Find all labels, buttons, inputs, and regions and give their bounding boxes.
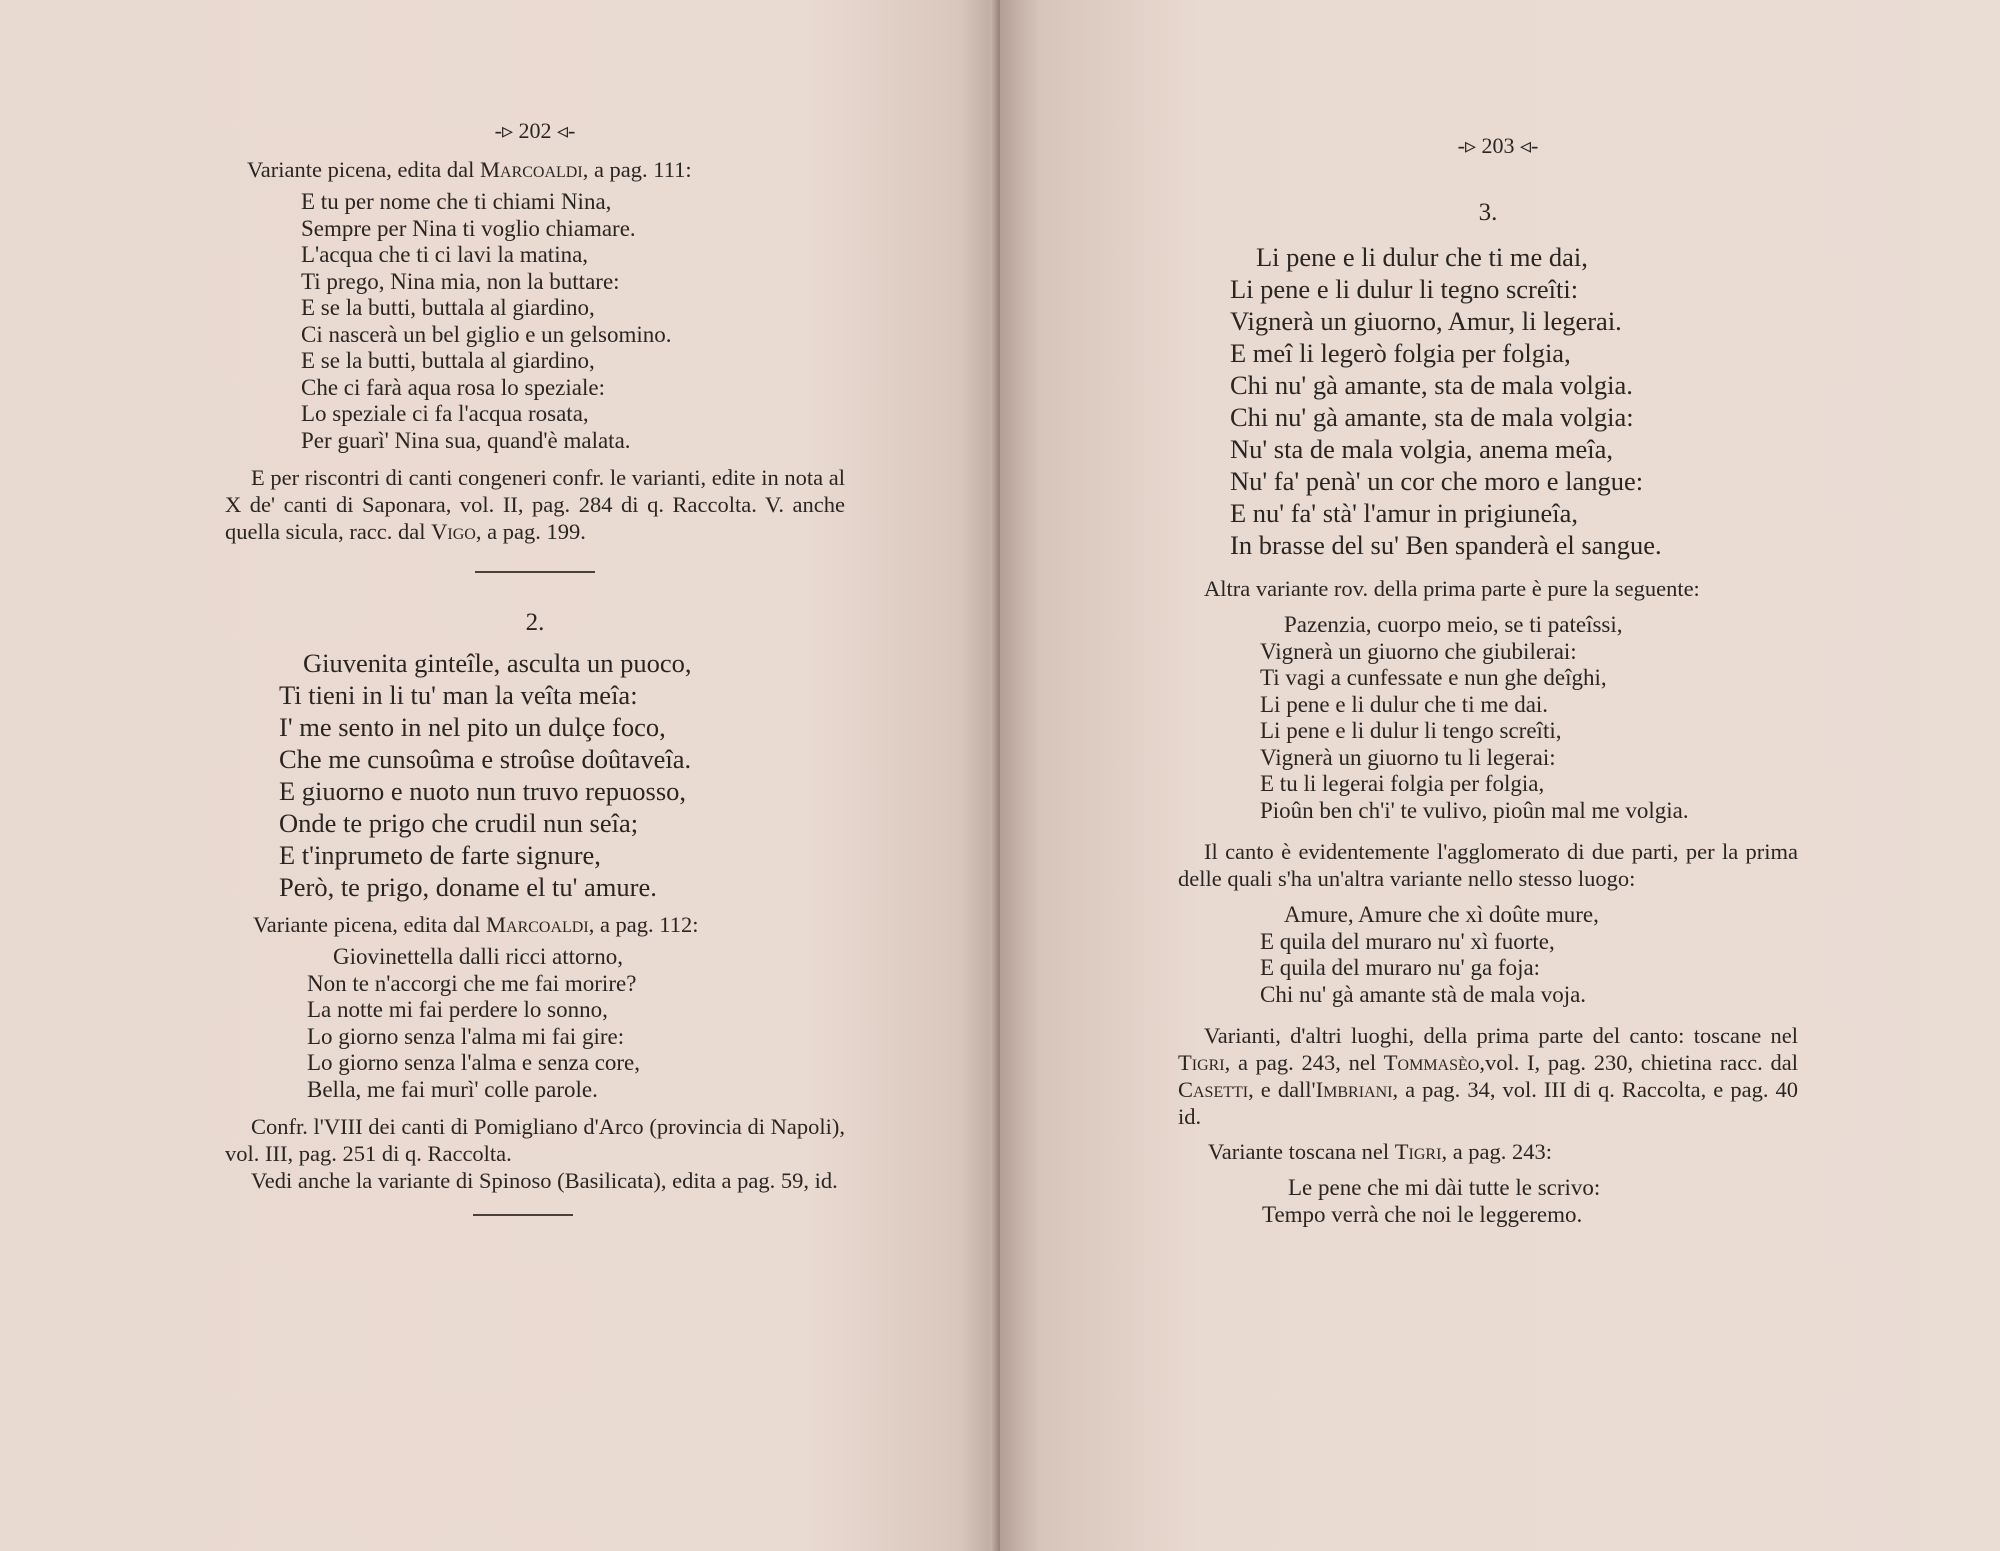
variant-intro: Variante toscana nel Tigri, a pag. 243: [1208, 1139, 1553, 1164]
note-paragraph: Vedi anche la variante di Spinoso (Basilicata), edita a pag. 59, id. [251, 1168, 838, 1193]
verse-line: E meî li legerò folgia per folgia, [1230, 338, 1571, 368]
page-number: -▹ 202 ◃- [494, 118, 576, 143]
verse-line: Ti prego, Nina mia, non la buttare: [301, 268, 620, 294]
variant-intro: Variante picena, edita dal Marcoaldi, a pag. 111: [247, 157, 692, 182]
verse-line: I' me sento in nel pito un dulçe foco, [279, 712, 666, 742]
verse-line: Bella, me fai murì' colle parole. [307, 1076, 598, 1102]
verse-line: E se la butti, buttala al giardino, [301, 295, 595, 320]
section-divider [473, 1214, 573, 1216]
verse-line: Giuvenita ginteîle, asculta un puoco, [303, 648, 692, 678]
verse-line: Giovinettella dalli ricci attorno, [333, 944, 623, 969]
poem-giuvenita [279, 647, 845, 903]
verse-line: Però, te prigo, doname el tu' amure. [279, 872, 657, 902]
section-number: 2. [525, 609, 545, 636]
verse-line: Le pene che mi dài tutte le scrivo: [1288, 1175, 1601, 1200]
verse-line: In brasse del su' Ben spanderà el sangue. [1230, 530, 1662, 560]
verse-line: Vignerà un giuorno, Amur, li legerai. [1230, 306, 1622, 336]
verse-line: E se la butti, buttala al giardino, [301, 348, 595, 373]
poem-pazenzia [1260, 612, 1798, 824]
poem-giovinettella [307, 944, 845, 1103]
verse-line: E nu' fa' stà' l'amur in prigiuneîa, [1230, 498, 1579, 528]
verse-line: Li pene e li dulur li tegno screîti: [1230, 274, 1579, 304]
verse-line: Nu' sta de mala volgia, anema meîa, [1230, 434, 1613, 464]
verse-line: Pioûn ben ch'i' te vulivo, pioûn mal me volgia. [1260, 797, 1689, 823]
verse-line: E quila del muraro nu' xì fuorte, [1260, 928, 1555, 954]
verse-line: Lo giorno senza l'alma e senza core, [307, 1050, 641, 1075]
poem-amure [1260, 902, 1798, 1008]
verse-line: Li pene e li dulur che ti me dai, [1256, 242, 1588, 272]
verse-line: Che ci farà aqua rosa lo speziale: [301, 374, 605, 400]
left-page-content [225, 118, 845, 1216]
verse-line: Lo speziale ci fa l'acqua rosata, [301, 401, 589, 426]
verse-line: Chi nu' gà amante, sta de mala volgia: [1230, 402, 1634, 432]
page-number: -▹ 203 ◃- [1457, 133, 1539, 158]
verse-line: Vignerà un giuorno tu li legerai: [1260, 744, 1556, 770]
variant-intro: Variante picena, edita dal Marcoaldi, a pag. 112: [253, 912, 699, 937]
verse-line: Sempre per Nina ti voglio chiamare. [301, 215, 636, 241]
verse-line: Li pene e li dulur li tengo screîti, [1260, 718, 1562, 743]
note-paragraph: Confr. l'VIII dei canti di Pomigliano d'Arco (provincia di Napoli), vol. III, pag. 251 di q. Raccolta. [225, 1114, 845, 1166]
note-paragraph: E per riscontri di canti congeneri confr. le varianti, edite in nota al X de' canti di Saponara, vol. II, pag. 284 di q. Raccolta. V. anche quella sicula, racc. dal Vigo, a pag. 199. [225, 465, 845, 544]
verse-line: L'acqua che ti ci lavi la matina, [301, 242, 589, 267]
note-paragraph: Il canto è evidentemente l'agglomerato di due parti, per la prima delle quali s'ha un'altra variante nello stesso luogo: [1178, 839, 1798, 891]
note-paragraph: Varianti, d'altri luoghi, della prima parte del canto: toscane nel Tigri, a pag. 243, nel Tommasèo,vol. I, pag. 230, chietina racc. dal Casetti, e dall'Imbriani, a pag. 34, vol. III di q. Raccolta, e pag. 40 id. [1178, 1023, 1799, 1129]
verse-line: Tempo verrà che noi le leggeremo. [1262, 1201, 1583, 1227]
verse-line: E giuorno e nuoto nun truvo repuosso, [279, 776, 687, 806]
verse-line: E tu per nome che ti chiami Nina, [301, 189, 612, 214]
verse-line: Per guarì' Nina sua, quand'è malata. [301, 427, 631, 453]
section-number: 3. [1478, 199, 1498, 226]
poem-le-pene [1262, 1175, 1798, 1228]
verse-line: Onde te prigo che crudil nun seîa; [279, 808, 639, 838]
verse-line: Ti vagi a cunfessate e nun ghe deîghi, [1260, 665, 1607, 690]
poem-li-pene [1230, 241, 1798, 561]
verse-line: Ti tieni in li tu' man la veîta meîa: [279, 680, 638, 710]
section-divider [475, 571, 595, 573]
right-page-content [1178, 133, 1798, 1228]
verse-line: Lo giorno senza l'alma mi fai gire: [307, 1023, 625, 1049]
verse-line: Vignerà un giuorno che giubilerai: [1260, 638, 1577, 664]
verse-line: Che me cunsoûma e stroûse doûtaveîa. [279, 744, 692, 774]
verse-line: La notte mi fai perdere lo sonno, [307, 997, 608, 1022]
verse-line: Non te n'accorgi che me fai morire? [307, 970, 637, 996]
verse-line: Nu' fa' penà' un cor che moro e langue: [1230, 466, 1644, 496]
verse-line: Chi nu' gà amante stà de mala voja. [1260, 981, 1587, 1007]
verse-line: E tu li legerai folgia per folgia, [1260, 771, 1545, 796]
verse-line: E quila del muraro nu' ga foja: [1260, 955, 1541, 980]
right-page [1000, 0, 2000, 1551]
verse-line: Pazenzia, cuorpo meio, se ti pateîssi, [1284, 612, 1623, 637]
verse-line: Ci nascerà un bel giglio e un gelsomino. [301, 321, 672, 347]
verse-line: Chi nu' gà amante, sta de mala volgia. [1230, 370, 1633, 400]
verse-line: Li pene e li dulur che ti me dai. [1260, 691, 1549, 717]
poem-nina [301, 189, 845, 454]
verse-line: Amure, Amure che xì doûte mure, [1284, 902, 1599, 927]
verse-line: E t'inprumeto de farte signure, [279, 840, 601, 870]
note-paragraph: Altra variante rov. della prima parte è pure la seguente: [1204, 576, 1700, 601]
